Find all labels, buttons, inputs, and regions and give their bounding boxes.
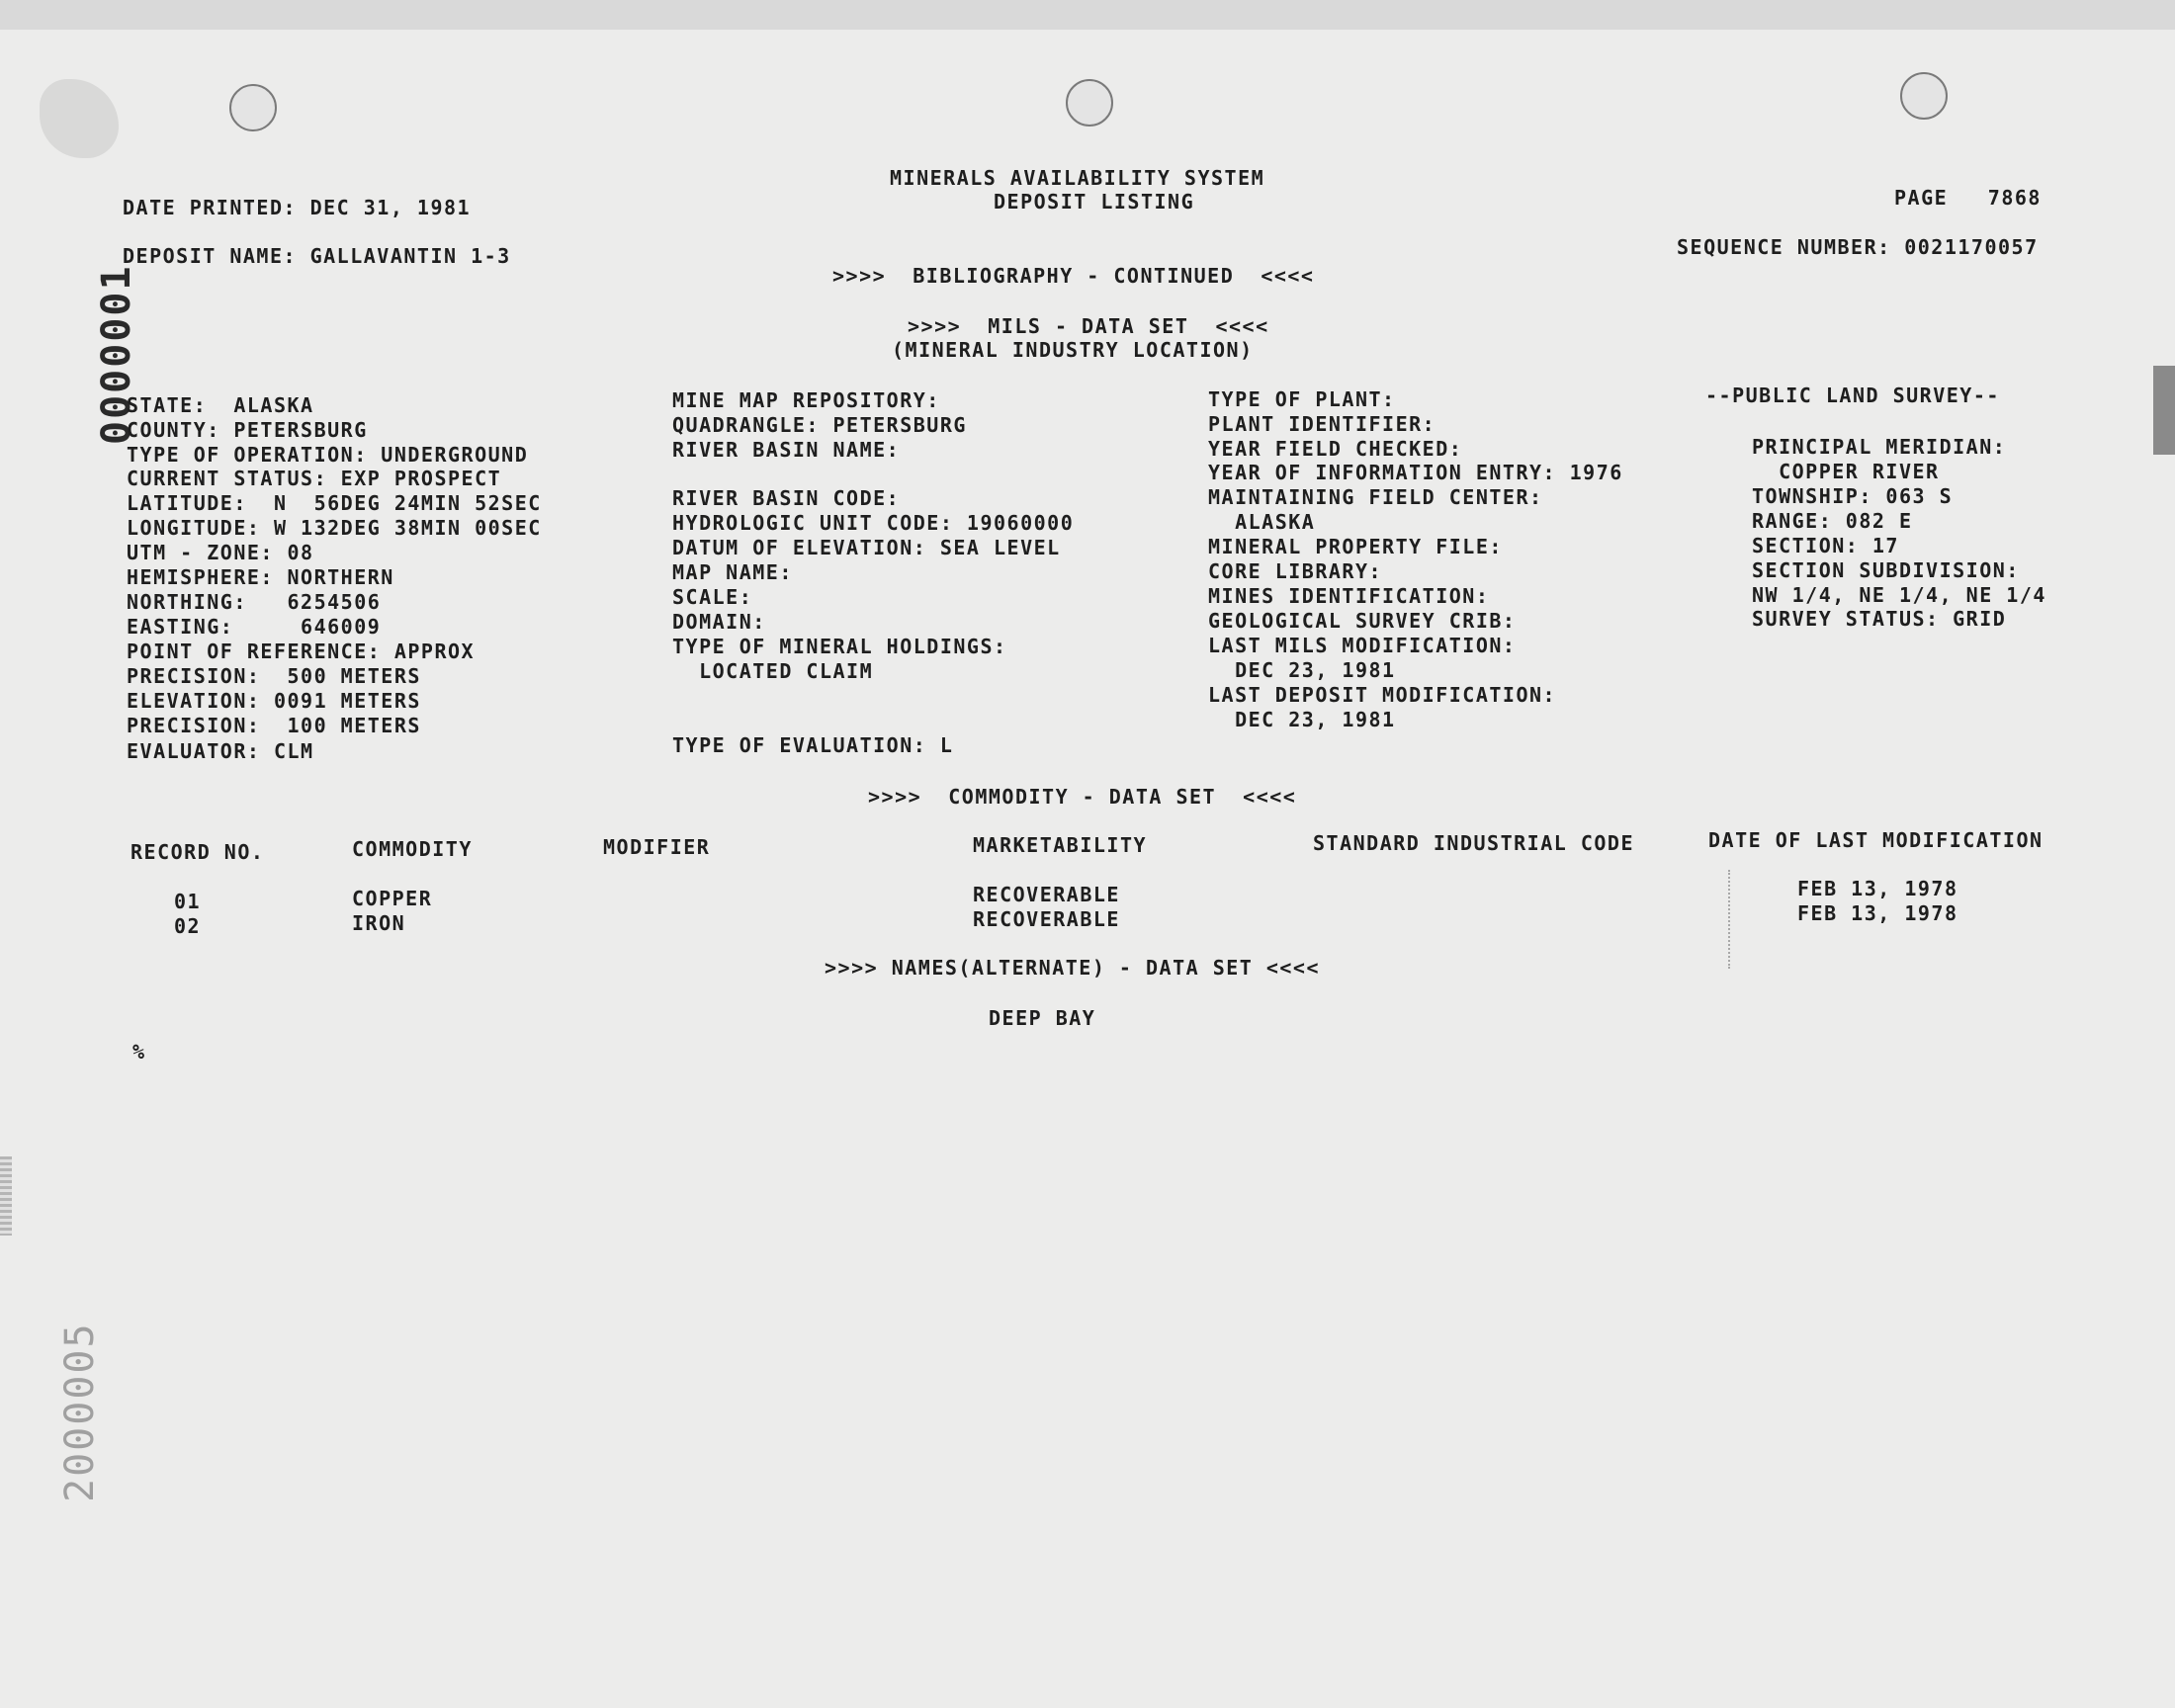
- field-line: DATUM OF ELEVATION: SEA LEVEL: [672, 536, 1061, 559]
- field-line: SECTION: 17: [1752, 534, 1899, 557]
- field-line: PRINCIPAL MERIDIAN:: [1752, 435, 2007, 459]
- deposit-name: DEPOSIT NAME: GALLAVANTIN 1-3: [123, 244, 511, 268]
- field-line: TYPE OF EVALUATION: L: [672, 733, 954, 757]
- field-line: GEOLOGICAL SURVEY CRIB:: [1208, 609, 1517, 633]
- system-title: MINERALS AVAILABILITY SYSTEM: [890, 166, 1265, 190]
- field-line: YEAR FIELD CHECKED:: [1208, 437, 1463, 461]
- page-number: PAGE 7868: [1894, 186, 2042, 210]
- bibliography-heading: >>>> BIBLIOGRAPHY - CONTINUED <<<<: [832, 264, 1315, 288]
- mils-subheading: (MINERAL INDUSTRY LOCATION): [892, 338, 1254, 362]
- field-line: LONGITUDE: W 132DEG 38MIN 00SEC: [127, 516, 542, 540]
- page-edge-mark: [0, 1156, 12, 1236]
- field-line: HEMISPHERE: NORTHERN: [127, 565, 394, 589]
- field-line: MINES IDENTIFICATION:: [1208, 584, 1490, 608]
- field-line: SECTION SUBDIVISION:: [1752, 558, 2020, 582]
- field-line: ALASKA: [1208, 510, 1316, 534]
- listing-title: DEPOSIT LISTING: [994, 190, 1195, 214]
- field-line: COPPER RIVER: [1752, 460, 1940, 483]
- field-line: PRECISION: 100 METERS: [127, 714, 421, 737]
- field-line: POINT OF REFERENCE: APPROX: [127, 640, 476, 663]
- field-line: DEC 23, 1981: [1208, 658, 1396, 682]
- field-line: UTM - ZONE: 08: [127, 541, 314, 564]
- field-line: YEAR OF INFORMATION ENTRY: 1976: [1208, 461, 1623, 484]
- column-header-record-no: RECORD NO.: [130, 840, 265, 864]
- column-header-sic: STANDARD INDUSTRIAL CODE: [1313, 831, 1634, 855]
- field-line: RANGE: 082 E: [1752, 509, 1913, 533]
- page-tab: [2153, 366, 2175, 455]
- field-line: EVALUATOR: CLM: [127, 739, 314, 763]
- column-header-date-modified: DATE OF LAST MODIFICATION: [1708, 828, 2044, 852]
- field-line: LATITUDE: N 56DEG 24MIN 52SEC: [127, 491, 542, 515]
- column-header-commodity: COMMODITY: [352, 837, 473, 861]
- field-line: QUADRANGLE: PETERSBURG: [672, 413, 967, 437]
- date-printed: DATE PRINTED: DEC 31, 1981: [123, 196, 472, 219]
- punch-hole: [1066, 79, 1113, 127]
- sequence-number: SEQUENCE NUMBER: 0021170057: [1677, 235, 2039, 259]
- record-no-cell: 02: [174, 914, 202, 938]
- field-line: EASTING: 646009: [127, 615, 382, 639]
- field-line: MAINTAINING FIELD CENTER:: [1208, 485, 1543, 509]
- field-line: HYDROLOGIC UNIT CODE: 19060000: [672, 511, 1075, 535]
- field-line: STATE: ALASKA: [127, 393, 314, 417]
- field-line: LAST MILS MODIFICATION:: [1208, 634, 1517, 657]
- field-line: RIVER BASIN NAME:: [672, 438, 901, 462]
- field-line: SURVEY STATUS: GRID: [1752, 607, 2007, 631]
- dotted-column-guide: [1728, 870, 1732, 969]
- frame-number-stamp-faded: 2000005: [57, 1322, 103, 1502]
- field-line: TOWNSHIP: 063 S: [1752, 484, 1954, 508]
- commodity-cell: COPPER: [352, 887, 433, 910]
- marketability-cell: RECOVERABLE: [973, 907, 1120, 931]
- end-of-record-mark: %: [132, 1040, 146, 1064]
- date-cell: FEB 13, 1978: [1797, 901, 1958, 925]
- alternate-name: DEEP BAY: [989, 1006, 1096, 1030]
- field-line: DEC 23, 1981: [1208, 708, 1396, 731]
- field-line: NORTHING: 6254506: [127, 590, 382, 614]
- column-header-marketability: MARKETABILITY: [973, 833, 1148, 857]
- field-line: MAP NAME:: [672, 560, 793, 584]
- field-line: MINERAL PROPERTY FILE:: [1208, 535, 1503, 558]
- field-line: PLANT IDENTIFIER:: [1208, 412, 1436, 436]
- field-line: LOCATED CLAIM: [672, 659, 874, 683]
- mils-heading: >>>> MILS - DATA SET <<<<: [908, 314, 1269, 338]
- field-line: CURRENT STATUS: EXP PROSPECT: [127, 467, 502, 490]
- punch-hole: [229, 84, 277, 131]
- field-line: TYPE OF OPERATION: UNDERGROUND: [127, 443, 529, 467]
- field-line: RIVER BASIN CODE:: [672, 486, 901, 510]
- date-cell: FEB 13, 1978: [1797, 877, 1958, 900]
- field-line: ELEVATION: 0091 METERS: [127, 689, 421, 713]
- frame-number-stamp: 0000001: [94, 264, 139, 445]
- record-no-cell: 01: [174, 890, 202, 913]
- field-line: NW 1/4, NE 1/4, NE 1/4: [1752, 583, 2046, 607]
- commodity-heading: >>>> COMMODITY - DATA SET <<<<: [868, 785, 1297, 809]
- names-heading: >>>> NAMES(ALTERNATE) - DATA SET <<<<: [825, 956, 1321, 980]
- field-line: COUNTY: PETERSBURG: [127, 418, 368, 442]
- field-line: TYPE OF PLANT:: [1208, 387, 1396, 411]
- column-header-modifier: MODIFIER: [603, 835, 711, 859]
- punch-hole: [1900, 72, 1948, 120]
- field-line: LAST DEPOSIT MODIFICATION:: [1208, 683, 1557, 707]
- commodity-cell: IRON: [352, 911, 406, 935]
- field-line: SCALE:: [672, 585, 753, 609]
- marketability-cell: RECOVERABLE: [973, 883, 1120, 906]
- field-line: CORE LIBRARY:: [1208, 559, 1383, 583]
- field-line: DOMAIN:: [672, 610, 766, 634]
- survey-heading: --PUBLIC LAND SURVEY--: [1705, 384, 2000, 407]
- field-line: PRECISION: 500 METERS: [127, 664, 421, 688]
- field-line: TYPE OF MINERAL HOLDINGS:: [672, 635, 1007, 658]
- field-line: MINE MAP REPOSITORY:: [672, 388, 940, 412]
